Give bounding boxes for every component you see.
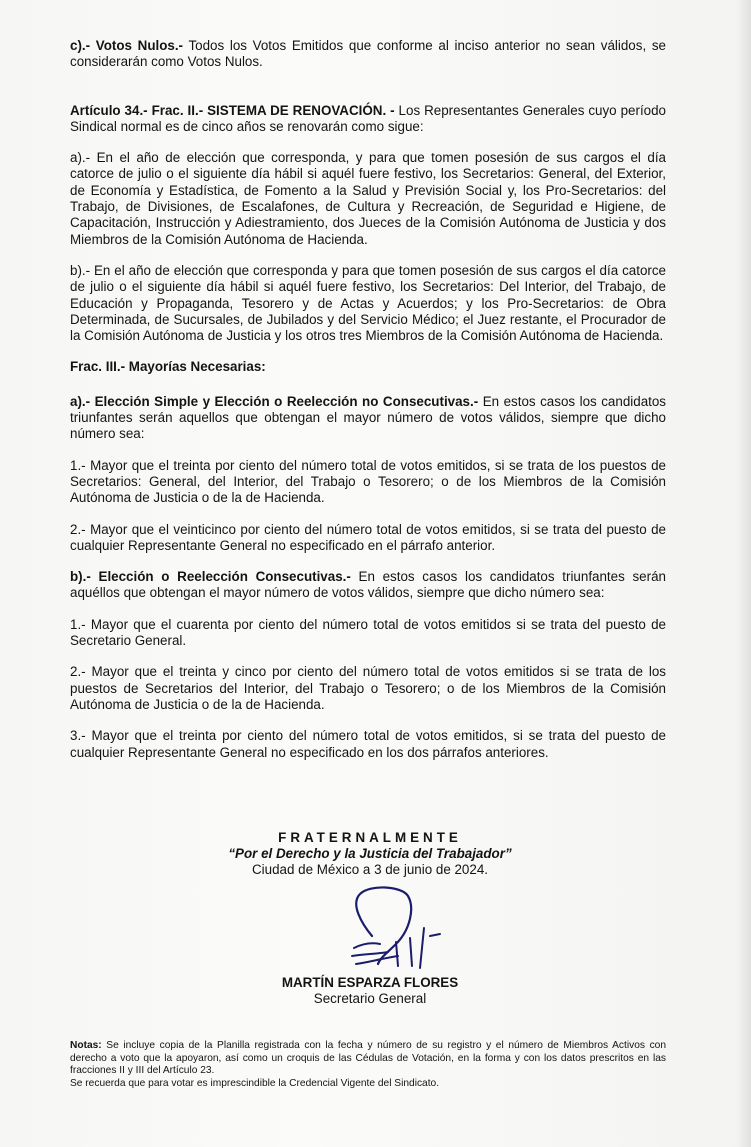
simple-election-item-2: 2.- Mayor que el veinticinco por ciento del número total de votos emitidos, si se trata del puesto de cualquier Representante General no especificado en el párrafo anterior. [70,521,666,553]
closing-block [200,830,540,878]
votos-nulos-label: c).- Votos Nulos.- [70,38,184,53]
signer-block [250,975,490,1007]
notes-paragraph [70,1040,666,1078]
notes-label: Notas: [70,1040,102,1051]
document-body [70,38,666,761]
consecutive-election-text: En estos casos los candidatos triunfantes serán aquéllos que obtengan el mayor número de votos válidos, siempre que dicho número sea: [70,569,666,601]
signer-title: Secretario General [313,991,427,1006]
consecutive-election-paragraph [70,569,666,602]
consecutive-election-label: b).- Elección o Reelección Consecutivas.- [70,569,351,585]
salutation: FRATERNALMENTE [278,830,462,845]
notes-text: Se incluye copia de la Planilla registrada con la fecha y número de su registro y el número de Miembros Activos con derecho a voto que la apoyaron, así como un croquis de las Cédulas de Votación, en la forma y con los datos prescritos en las fracciones II y III del Artículo 23. [70,1040,666,1077]
renewal-group-a: a).- En el año de elección que corresponda, y para que tomen posesión de sus cargos el día catorce de julio o el siguiente día hábil si aquél fuere festivo, los Secretarios: General, del Exterior, de Economía y Estadística, de Fomento a la Salud y Previsión Social y, los Pro-Secretarios: del Trabajo, de Divisiones, de Escalafones, de Cultura y Recreación, de Seguridad e Higiene, de Capacitación, Instrucción y Adiestramiento, dos Jueces de la Comisión Autónoma de Justicia y dos Miembros de la Comisión Autónoma de Hacienda. [70,150,666,247]
article-34-label: Artículo 34.- Frac. II.- SISTEMA DE RENOVACIÓN. - [70,102,395,118]
page-edge-shadow [737,0,751,1147]
motto: “Por el Derecho y la Justicia del Trabajador” [228,846,512,861]
consecutive-election-item-3: 3.- Mayor que el treinta por ciento del número total de votos emitidos, si se trata del puesto de cualquier Representante General no especificado en los dos párrafos anteriores. [70,728,666,760]
handwritten-signature [340,884,450,970]
simple-election-label: a).- Elección Simple y Elección o Reelección no Consecutivas.- [70,393,479,409]
place-date: Ciudad de México a 3 de junio de 2024. [252,862,488,877]
consecutive-election-item-2: 2.- Mayor que el treinta y cinco por ciento del número total de votos emitidos si se trata de los puestos de Secretarios del Interior, del Trabajo o Tesorero; o de los Miembros de la Comisión Autónoma de Justicia o de la de Hacienda. [70,664,666,712]
frac-3-heading: Frac. III.- Mayorías Necesarias: [70,359,266,375]
simple-election-paragraph [70,394,666,443]
notes-reminder: Se recuerda que para votar es imprescindible la Credencial Vigente del Sindicato. [70,1077,440,1089]
notes-block [70,1040,666,1090]
votos-nulos-paragraph [70,38,666,71]
consecutive-election-item-1: 1.- Mayor que el cuarenta por ciento del número total de votos emitidos si se trata del puesto de Secretario General. [70,616,666,649]
article-34-text: Los Representantes Generales cuyo período Sindical normal es de cinco años se renovarán como sigue: [70,102,667,134]
simple-election-item-1: 1.- Mayor que el treinta por ciento del número total de votos emitidos, si se trata de los puestos de Secretarios: General, del Interior, del Trabajo o Tesorero; o de los Miembros de la Comisión Autónoma de Justicia o de la de Hacienda. [70,457,666,506]
article-34-paragraph [70,103,666,136]
renewal-group-b: b).- En el año de elección que corresponda y para que tomen posesión de sus cargos el día catorce de julio o el siguiente día hábil si aquél fuere festivo, los Secretarios: Del Interior, del Trabajo, de Educación y Propaganda, Tesorero y de Actas y Acuerdos; y los Pro-Secretarios: de Obra Determinada, de Sucursales, de Jubilados y del Servicio Médico; el Juez restante, el Procurador de la Comisión Autónoma de Justicia y los otros tres Miembros de la Comisión Autónoma de Hacienda. [70,262,666,344]
simple-election-text: En estos casos los candidatos triunfantes serán aquellos que obtengan el mayor número de votos válidos, siempre que dicho número sea: [70,393,667,442]
signer-name: MARTÍN ESPARZA FLORES [281,975,459,990]
votos-nulos-text: Todos los Votos Emitidos que conforme al inciso anterior no sean válidos, se considerarán como Votos Nulos. [70,38,666,70]
